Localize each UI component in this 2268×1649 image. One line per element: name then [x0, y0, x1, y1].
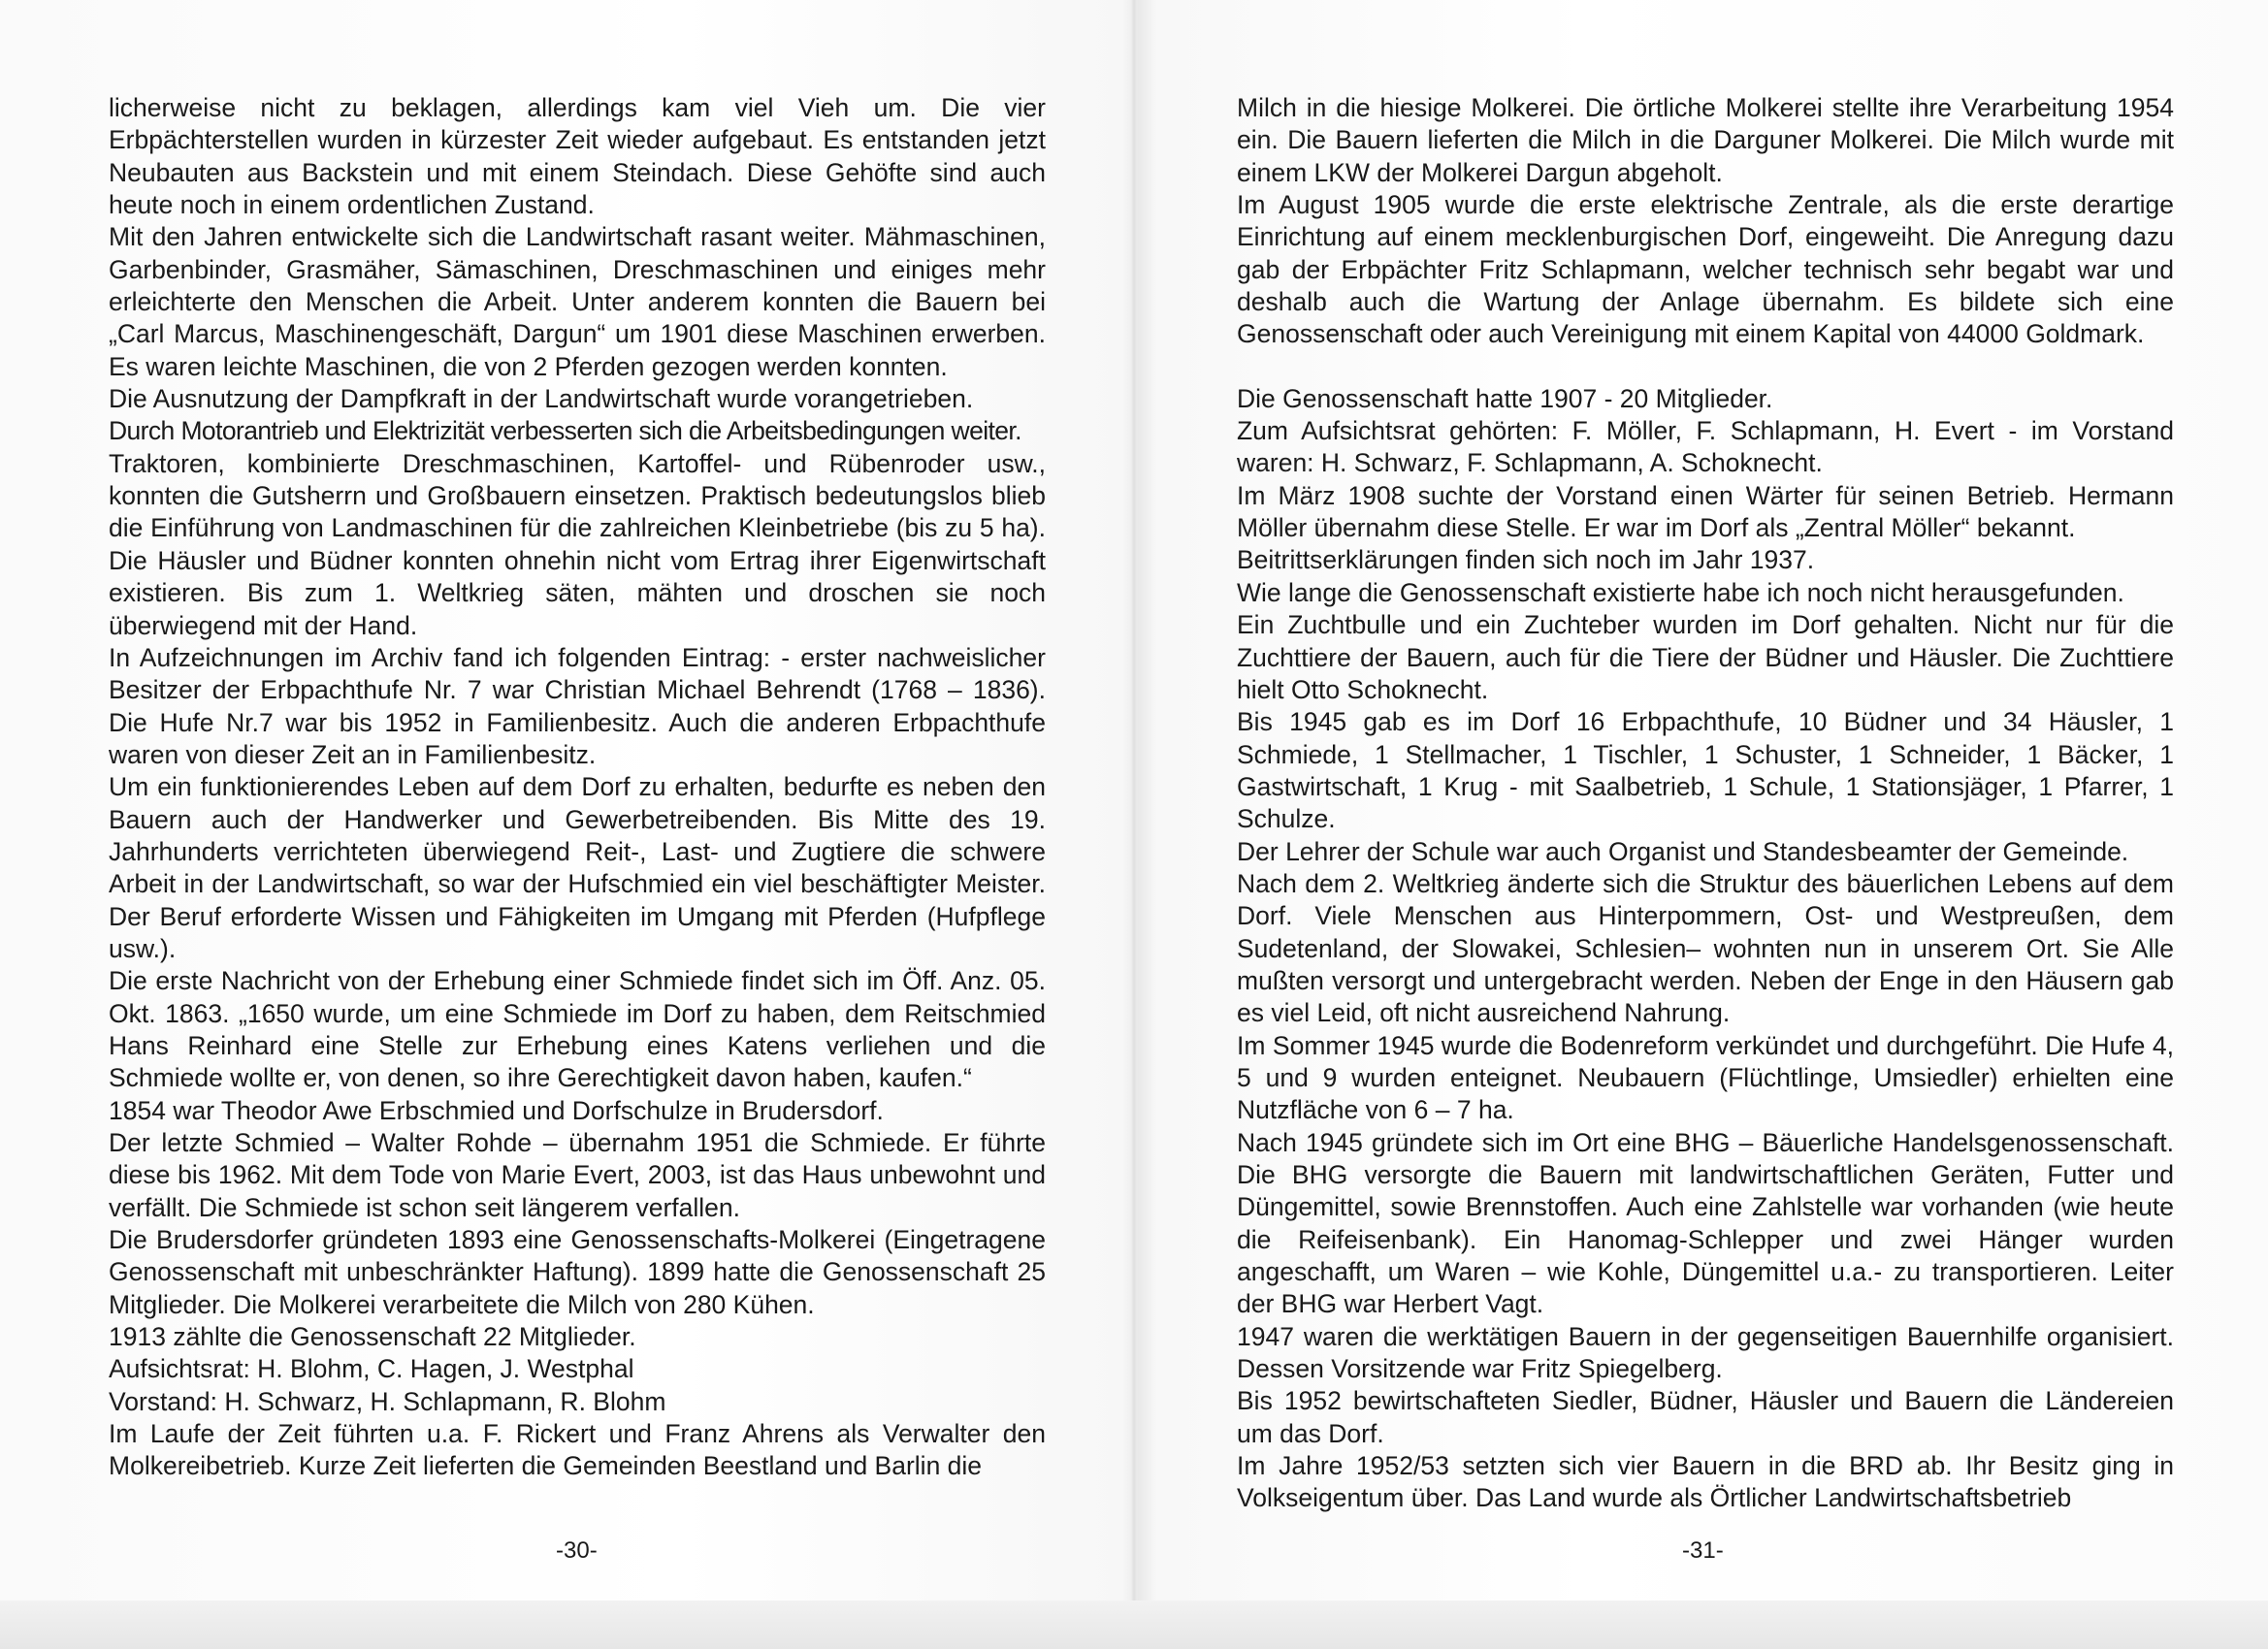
right-paragraph-9: Bis 1945 gab es im Dorf 16 Erbpachthufe, 10 Büdner und 34 Häusler, 1 Schmiede, 1 Stellmacher, 1 Tischler, 1 Schuster, 1 Schneider, 1 Bäcker, 1 Gastwirtschaft, 1 Krug - mit Saalbetrieb, 1 Schule, 1 Stationsjäger, 1 Pfarrer, 1 Schulze. [1237, 707, 2174, 834]
right-paragraph-4: Zum Aufsichtsrat gehörten: F. Möller, F. Schlapmann, H. Evert - im Vorstand waren: H. Schwarz, F. Schlapmann, A. Schoknecht. [1237, 416, 2174, 478]
page-bottom-edge [0, 1600, 2268, 1649]
right-paragraph-8: Ein Zuchtbulle und ein Zuchteber wurden im Dorf gehalten. Nicht nur für die Zuchttiere der Bauern, auch für die Tiere der Büdner und Häusler. Die Zuchttiere hielt Otto Schoknecht. [1237, 610, 2174, 704]
right-page-text [1237, 92, 2174, 1515]
left-paragraph-6: In Aufzeichnungen im Archiv fand ich folgenden Eintrag: - erster nachweislicher Besitzer der Erbpachthufe Nr. 7 war Christian Michael Behrendt (1768 – 1836). Die Hufe Nr.7 war bis 1952 in Familienbesitz. Auch die anderen Erbpachthufe waren von dieser Zeit an in Familienbesitz. [109, 642, 1046, 769]
left-paragraph-12: 1913 zählte die Genossenschaft 22 Mitglieder. [109, 1322, 636, 1352]
left-paragraph-2: Mit den Jahren entwickelte sich die Landwirtschaft rasant weiter. Mähmaschinen, Garbenbinder, Grasmäher, Sämaschinen, Dreschmaschinen und einiges mehr erleichterte den Menschen die Arbeit. Unter anderem konnten die Bauern bei „Carl Marcus, Maschinengeschäft, Dargun“ um 1901 diese Maschinen erwerben. Es waren leichte Maschinen, die von 2 Pferden gezogen werden konnten. [109, 222, 1046, 381]
right-paragraph-13: Nach 1945 gründete sich im Ort eine BHG – Bäuerliche Handelsgenossenschaft. Die BHG versorgte die Bauern mit landwirtschaftlichen Geräten, Futter und Düngemittel, sowie Brennstoffen. Auch eine Zahlstelle war vorhanden (wie heute die Reifeisenbank). Ein Hanomag-Schlepper und zwei Hänger wurden angeschafft, um Waren – wie Kohle, Düngemittel u.a.- zu transportieren. Leiter der BHG war Herbert Vagt. [1237, 1127, 2174, 1319]
left-paragraph-14: Vorstand: H. Schwarz, H. Schlapmann, R. Blohm [109, 1386, 666, 1416]
right-paragraph-15: Bis 1952 bewirtschafteten Siedler, Büdner, Häusler und Bauern die Ländereien um das Dorf. [1237, 1386, 2174, 1448]
right-paragraph-16: Im Jahre 1952/53 setzten sich vier Bauern in die BRD ab. Ihr Besitz ging in Volkseigentum über. Das Land wurde als Örtlicher Landwirtschaftsbetrieb [1237, 1451, 2174, 1513]
right-paragraph-1: Milch in die hiesige Molkerei. Die örtliche Molkerei stellte ihre Verarbeitung 1954 ein. Die Bauern lieferten die Milch in die Darguner Molkerei. Die Milch wurde mit einem LKW der Molkerei Dargun abgeholt. [1237, 93, 2174, 187]
left-paragraph-7: Um ein funktionierendes Leben auf dem Dorf zu erhalten, bedurfte es neben den Bauern auch der Handwerker und Gewerbetreibenden. Bis Mitte des 19. Jahrhunderts verrichteten überwiegend Reit-, Last- und Zugtiere die schwere Arbeit in der Landwirtschaft, so war der Hufschmied ein viel beschäftigter Meister. Der Beruf erforderte Wissen und Fähigkeiten im Umgang mit Pferden (Hufpflege usw.). [109, 772, 1046, 963]
left-paragraph-10: Der letzte Schmied – Walter Rohde – übernahm 1951 die Schmiede. Er führte diese bis 1962. Mit dem Tode von Marie Evert, 2003, ist das Haus unbewohnt und verfällt. Die Schmiede ist schon seit längerem verfallen. [109, 1128, 1046, 1222]
left-page-text [109, 92, 1046, 1483]
left-paragraph-9: 1854 war Theodor Awe Erbschmied und Dorfschulze in Brudersdorf. [109, 1095, 884, 1125]
right-paragraph-14: 1947 waren die werktätigen Bauern in der gegenseitigen Bauernhilfe organisiert. Dessen Vorsitzende war Fritz Spiegelberg. [1237, 1321, 2174, 1384]
left-paragraph-1: licherweise nicht zu beklagen, allerdings kam viel Vieh um. Die vier Erbpächterstellen wurden in kürzester Zeit wieder aufgebaut. Es entstanden jetzt Neubauten aus Backstein und mit einem Steindach. Diese Gehöfte sind auch heute noch in einem ordentlichen Zustand. [109, 93, 1046, 220]
right-paragraph-12: Im Sommer 1945 wurde die Bodenreform verkündet und durchgeführt. Die Hufe 4, 5 und 9 wurden enteignet. Neubauern (Flüchtlinge, Umsiedler) erhielten eine Nutzfläche von 6 – 7 ha. [1237, 1030, 2174, 1125]
right-paragraph-6: Beitrittserklärungen finden sich noch im Jahr 1937. [1237, 545, 1815, 575]
left-paragraph-15: Im Laufe der Zeit führten u.a. F. Rickert und Franz Ahrens als Verwalter den Molkereibetrieb. Kurze Zeit lieferten die Gemeinden Beestland und Barlin die [109, 1419, 1046, 1481]
left-paragraph-11: Die Brudersdorfer gründeten 1893 eine Genossenschafts-Molkerei (Eingetragene Genossenschaft mit unbeschränkter Haftung). 1899 hatte die Genossenschaft 25 Mitglieder. Die Molkerei verarbeitete die Milch von 280 Kühen. [109, 1225, 1046, 1319]
right-paragraph-10: Der Lehrer der Schule war auch Organist und Standesbeamter der Gemeinde. [1237, 836, 2129, 866]
left-paragraph-3: Die Ausnutzung der Dampfkraft in der Landwirtschaft wurde vorangetrieben. [109, 384, 974, 414]
page-number-left: -30- [556, 1537, 598, 1564]
left-paragraph-8: Die erste Nachricht von der Erhebung einer Schmiede findet sich im Öff. Anz. 05. Okt. 1863. „1650 wurde, um eine Schmiede im Dorf zu haben, dem Reitschmied Hans Reinhard eine Stelle zur Erhebung eines Katens verliehen und die Schmiede wollte er, von denen, so ihre Gerechtigkeit davon haben, kaufen.“ [109, 966, 1046, 1093]
right-paragraph-7: Wie lange die Genossenschaft existierte habe ich noch nicht herausgefunden. [1237, 577, 2124, 607]
right-paragraph-2: Im August 1905 wurde die erste elektrische Zentrale, als die erste derartige Einrichtung auf einem mecklenburgischen Dorf, eingeweiht. Die Anregung dazu gab der Erbpächter Fritz Schlapmann, welcher technisch sehr begabt war und deshalb auch die Wartung der Anlage übernahm. Es bildete sich eine Genossenschaft oder auch Vereinigung mit einem Kapital von 44000 Goldmark. [1237, 190, 2174, 349]
page-number-right: -31- [1682, 1537, 1724, 1564]
book-gutter [1131, 0, 1137, 1649]
right-paragraph-3: Die Genossenschaft hatte 1907 - 20 Mitglieder. [1237, 383, 1773, 413]
right-paragraph-5: Im März 1908 suchte der Vorstand einen Wärter für seinen Betrieb. Hermann Möller übernahm diese Stelle. Er war im Dorf als „Zentral Möller“ bekannt. [1237, 480, 2174, 543]
left-paragraph-4: Durch Motorantrieb und Elektrizität verbesserten sich die Arbeitsbedingungen weiter. [109, 416, 1021, 446]
left-paragraph-5: Traktoren, kombinierte Dreschmaschinen, Kartoffel- und Rübenroder usw., konnten die Gutsherrn und Großbauern einsetzen. Praktisch bedeutungslos blieb die Einführung von Landmaschinen für die zahlreichen Kleinbetriebe (bis zu 5 ha). Die Häusler und Büdner konnten ohnehin nicht vom Ertrag ihrer Eigenwirtschaft existieren. Bis zum 1. Weltkrieg säten, mähten und droschen sie noch überwiegend mit der Hand. [109, 448, 1046, 640]
right-paragraph-11: Nach dem 2. Weltkrieg änderte sich die Struktur des bäuerlichen Lebens auf dem Dorf. Viele Menschen aus Hinterpommern, Ost- und Westpreußen, dem Sudetenland, der Slowakei, Schlesien– wohnten nun in unserem Ort. Sie Alle mußten versorgt und untergebracht werden. Neben der Enge in den Häusern gab es viel Leid, oft nicht ausreichend Nahrung. [1237, 868, 2174, 1028]
left-paragraph-13: Aufsichtsrat: H. Blohm, C. Hagen, J. Westphal [109, 1354, 634, 1384]
